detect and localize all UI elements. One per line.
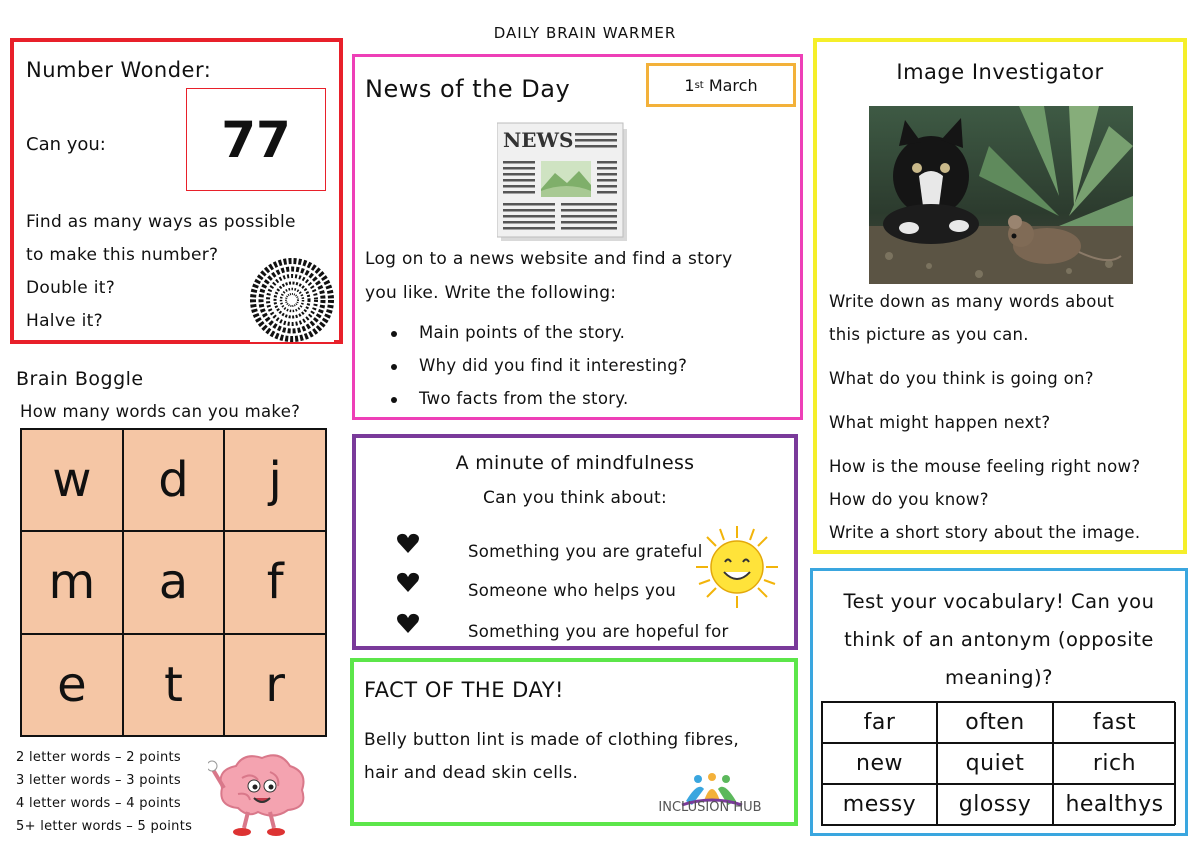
investigator-line: this picture as you can. (829, 325, 1029, 344)
heart-icon (396, 571, 420, 593)
image-investigator-title: Image Investigator (896, 60, 1104, 84)
fact-of-the-day-panel (350, 658, 798, 826)
vocab-title-line: meaning)? (945, 666, 1053, 689)
investigator-line: Write down as many words about (829, 292, 1115, 311)
list-item: Main points of the story. (391, 323, 687, 356)
news-bullet-list (391, 323, 687, 422)
investigator-line: What do you think is going on? (829, 369, 1094, 388)
vocab-title-line: Test your vocabulary! Can you (843, 590, 1155, 613)
number-wonder-line: Halve it? (26, 311, 103, 331)
points-rule: 4 letter words – 4 points (16, 796, 182, 811)
mindfulness-item: Something you are grateful (468, 542, 703, 561)
mindfulness-title: A minute of mindfulness (455, 452, 695, 474)
boggle-grid (20, 428, 327, 737)
news-title: News of the Day (365, 75, 571, 103)
boggle-letter: d (123, 429, 225, 531)
cat-and-mouse-photo (869, 106, 1133, 284)
vocab-word: messy (822, 784, 937, 825)
can-you-label: Can you: (26, 134, 106, 155)
number-spiral-icon (250, 258, 334, 342)
points-rule: 3 letter words – 3 points (16, 773, 182, 788)
news-of-the-day-panel (352, 54, 803, 420)
investigator-line: What might happen next? (829, 413, 1051, 432)
boggle-letter: j (224, 429, 326, 531)
antonym-table (821, 701, 1175, 826)
investigator-line: How do you know? (829, 490, 989, 509)
boggle-letter: e (21, 634, 123, 736)
vocab-title (813, 583, 1185, 697)
heart-icon (396, 612, 420, 634)
image-investigator-panel (813, 38, 1187, 554)
list-item: Two facts from the story. (391, 389, 687, 422)
mindfulness-subtitle: Can you think about: (482, 488, 668, 508)
boggle-letter: w (21, 429, 123, 531)
number-wonder-line: to make this number? (26, 245, 219, 265)
news-intro-line: Log on to a news website and find a story (365, 249, 733, 269)
vocabulary-panel (810, 568, 1188, 836)
number-wonder-line: Find as many ways as possible (26, 212, 296, 232)
vocab-word: rich (1053, 743, 1176, 784)
vocab-word: often (937, 702, 1053, 743)
vocab-word: fast (1053, 702, 1176, 743)
fact-line: Belly button lint is made of clothing fibres, (364, 730, 740, 750)
page-title: DAILY BRAIN WARMER (493, 24, 677, 42)
boggle-letter: f (224, 531, 326, 633)
heart-icon (396, 532, 420, 554)
points-rule: 2 letter words – 2 points (16, 750, 182, 765)
boggle-letter: m (21, 531, 123, 633)
vocab-word: healthys (1053, 784, 1176, 825)
vocab-title-line: think of an antonym (opposite (844, 628, 1154, 651)
fact-line: hair and dead skin cells. (364, 763, 579, 783)
brain-boggle-subtitle: How many words can you make? (20, 402, 301, 421)
brain-mascot-icon (208, 748, 312, 838)
mindfulness-item: Someone who helps you (468, 581, 677, 600)
boggle-letter: r (224, 634, 326, 736)
date-badge (646, 63, 796, 107)
vocab-word: new (822, 743, 937, 784)
mindfulness-panel (352, 434, 798, 650)
number-wonder-line: Double it? (26, 278, 116, 298)
number-wonder-title: Number Wonder: (26, 58, 212, 82)
investigator-line: Write a short story about the image. (829, 523, 1141, 542)
date-day: 1 (684, 75, 695, 95)
target-number: 77 (186, 88, 326, 191)
fact-title: FACT OF THE DAY! (364, 678, 564, 702)
investigator-line: How is the mouse feeling right now? (829, 457, 1141, 476)
vocab-word: far (822, 702, 937, 743)
smiling-sun-icon (694, 524, 780, 610)
vocab-word: glossy (937, 784, 1053, 825)
newspaper-masthead: NEWS (503, 128, 574, 152)
mindfulness-item: Something you are hopeful for (468, 622, 729, 641)
newspaper-icon (497, 121, 637, 243)
list-item: Why did you find it interesting? (391, 356, 687, 389)
number-wonder-panel (10, 38, 343, 344)
boggle-letter: t (123, 634, 225, 736)
date-month: March (708, 75, 758, 95)
news-intro-line: you like. Write the following: (365, 283, 617, 303)
logo-text: INCLUSION HUB (658, 800, 762, 815)
vocab-word: quiet (937, 743, 1053, 784)
boggle-letter: a (123, 531, 225, 633)
date-suffix: st (694, 79, 704, 91)
brain-boggle-title: Brain Boggle (16, 368, 144, 390)
points-rule: 5+ letter words – 5 points (16, 819, 193, 834)
